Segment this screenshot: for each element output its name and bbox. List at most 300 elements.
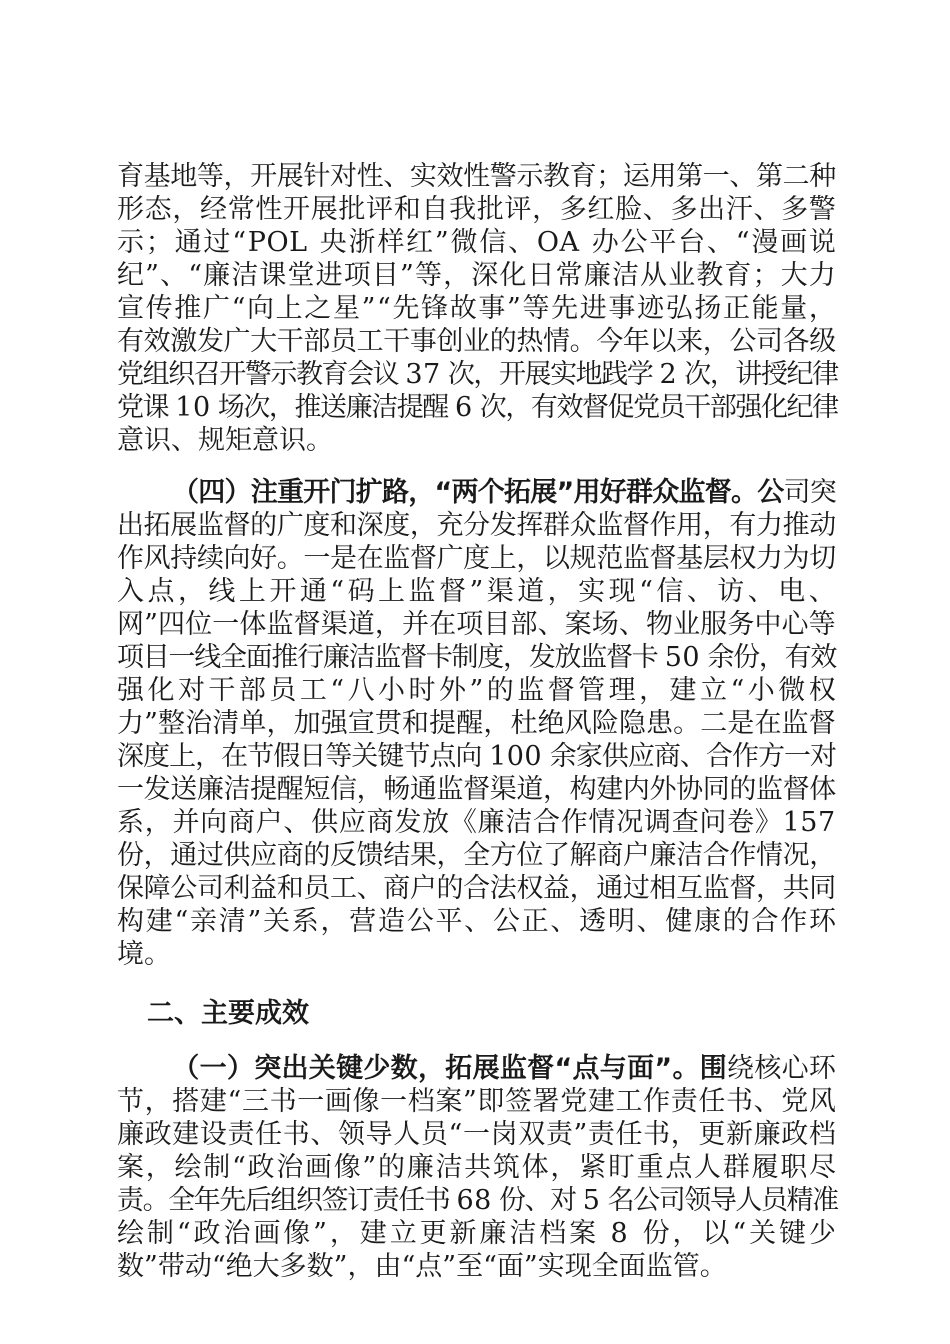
glyph-run: ， <box>329 1218 357 1249</box>
glyph-run: 信 <box>479 227 507 258</box>
glyph-run: 少 <box>808 1218 836 1249</box>
glyph-run: 课 <box>142 392 169 423</box>
glyph-run: 三 <box>241 1086 269 1117</box>
glyph-run: 拓 <box>445 1053 473 1084</box>
glyph-run: 、 <box>808 576 836 607</box>
glyph-run: 卷 <box>727 807 755 838</box>
paragraph-indent <box>117 1052 172 1085</box>
glyph-run: ） <box>224 477 251 508</box>
glyph-run: 点 <box>665 1152 693 1183</box>
glyph-run: 对 <box>177 675 205 706</box>
glyph-run: 督 <box>547 675 575 706</box>
glyph-run <box>600 1184 607 1217</box>
glyph-run <box>657 641 664 674</box>
glyph-run: 效 <box>143 326 171 357</box>
glyph-run: 地 <box>170 161 197 192</box>
glyph-run: 建 <box>359 1218 387 1249</box>
text-line <box>117 160 836 193</box>
glyph-run: 情 <box>543 326 570 357</box>
glyph-run: 。 <box>673 708 701 739</box>
glyph-run: 带 <box>157 1251 185 1282</box>
glyph-run: 2 <box>659 359 678 390</box>
glyph-run: 68 <box>456 1185 492 1216</box>
glyph-run: 、 <box>747 576 775 607</box>
glyph-run: “ <box>554 1053 573 1084</box>
glyph-run: 司 <box>783 477 810 508</box>
glyph-run: 效 <box>436 161 464 192</box>
glyph-run: 像 <box>283 1218 311 1249</box>
glyph-run: 督 <box>622 510 650 541</box>
glyph-run: 线 <box>208 576 236 607</box>
glyph-run: 践 <box>601 359 627 390</box>
glyph-run: 责 <box>117 1185 143 1216</box>
glyph-run: 台 <box>678 227 706 258</box>
glyph-run: 工 <box>356 326 384 357</box>
glyph-run: ； <box>596 161 623 192</box>
glyph-run: 人 <box>694 1152 722 1183</box>
glyph-run: ， <box>672 1218 700 1249</box>
glyph-run: 部 <box>709 392 736 423</box>
glyph-run: 运 <box>622 161 650 192</box>
glyph-run: 实 <box>550 359 576 390</box>
glyph-run: 我 <box>449 194 477 225</box>
glyph-run: ， <box>172 194 200 225</box>
glyph-run: 目 <box>483 609 511 640</box>
glyph-run: 行 <box>297 642 323 673</box>
glyph-run: 相 <box>649 873 677 904</box>
glyph-run: “ <box>231 1152 246 1183</box>
glyph-run: 化 <box>499 260 527 291</box>
glyph-run: 体 <box>239 609 267 640</box>
glyph-run: “ <box>730 675 745 706</box>
glyph-run: 督 <box>293 609 321 640</box>
glyph-run: 员 <box>330 326 357 357</box>
glyph-run: 权 <box>516 873 543 904</box>
glyph-run: 创 <box>436 326 464 357</box>
glyph-run: 环 <box>808 906 836 937</box>
glyph-run: 度 <box>143 741 170 772</box>
glyph-run: 的 <box>489 326 517 357</box>
glyph-run: 广 <box>202 293 230 324</box>
glyph-run: 访 <box>717 576 745 607</box>
glyph-run: ， <box>503 642 529 673</box>
glyph-run: 过 <box>203 227 231 258</box>
glyph-run: 法 <box>489 873 517 904</box>
glyph-run: 码 <box>347 576 375 607</box>
glyph-run: 上 <box>489 543 517 574</box>
glyph-run: 画 <box>304 1152 332 1183</box>
glyph-run: 督 <box>782 774 810 805</box>
glyph-run: 场 <box>217 392 244 423</box>
glyph-run: 患 <box>646 708 673 739</box>
glyph-run: 公 <box>406 906 434 937</box>
glyph-run <box>449 1184 456 1217</box>
glyph-run: 签 <box>505 1086 532 1117</box>
glyph-run: 警 <box>244 359 271 390</box>
glyph-run: 、 <box>171 425 198 456</box>
glyph-run: 余 <box>707 642 734 673</box>
glyph-run: 突 <box>809 477 836 508</box>
glyph-run: OA <box>536 227 580 258</box>
glyph-run: ； <box>145 227 173 258</box>
glyph-run: 领 <box>684 1185 710 1216</box>
glyph-run: 放 <box>422 807 450 838</box>
glyph-run: 用 <box>676 510 703 541</box>
glyph-run: 通 <box>170 840 197 871</box>
text-line <box>117 1085 836 1118</box>
glyph-run: 、 <box>642 194 670 225</box>
glyph-run: 开 <box>498 359 525 390</box>
glyph-run: 信 <box>656 576 684 607</box>
glyph-run: 关 <box>263 906 291 937</box>
glyph-run: 等 <box>325 741 352 772</box>
glyph-run: 议 <box>372 359 399 390</box>
glyph-run: 党 <box>781 1086 809 1117</box>
glyph-run: 公 <box>757 477 784 508</box>
glyph-run: 应 <box>250 840 277 871</box>
glyph-run: 督 <box>400 642 426 673</box>
glyph-run: 和 <box>393 194 421 225</box>
glyph-run <box>631 1217 640 1250</box>
glyph-run: 营 <box>349 906 377 937</box>
glyph-run: 公 <box>620 227 648 258</box>
glyph-run: 和 <box>402 708 430 739</box>
glyph-run: 治 <box>276 1152 304 1183</box>
glyph-run <box>481 740 489 773</box>
glyph-run: 有 <box>117 326 144 357</box>
glyph-run: 之 <box>304 293 332 324</box>
glyph-run: 提 <box>429 708 457 739</box>
glyph-run: 等 <box>522 293 550 324</box>
glyph-run: 信 <box>330 774 357 805</box>
glyph-run: ， <box>144 1086 172 1117</box>
glyph-run: ， <box>473 359 499 390</box>
glyph-run: 户 <box>409 873 437 904</box>
glyph-run: 育 <box>117 161 144 192</box>
glyph-run: 余 <box>549 741 576 772</box>
glyph-run: 协 <box>676 774 703 805</box>
glyph-run: 充 <box>436 510 464 541</box>
glyph-run: ， <box>145 1152 173 1183</box>
glyph-run: 政 <box>247 1152 275 1183</box>
glyph-run: 大 <box>780 260 808 291</box>
glyph-run: 险 <box>591 708 619 739</box>
glyph-run: 新 <box>726 1119 753 1150</box>
glyph-run: 共 <box>464 1152 492 1183</box>
glyph-run: 司 <box>196 873 224 904</box>
glyph-run: 现 <box>608 576 636 607</box>
glyph-run: 授 <box>760 359 787 390</box>
glyph-run: 识 <box>144 425 171 456</box>
glyph-run: 强 <box>735 392 761 423</box>
glyph-run: 出 <box>281 1053 309 1084</box>
glyph-run: 发 <box>196 326 224 357</box>
glyph-run: 廉 <box>477 807 505 838</box>
glyph-run: ， <box>417 1053 445 1084</box>
glyph-run: 画 <box>253 1218 281 1249</box>
glyph-run: 洁 <box>509 1218 537 1249</box>
text-column <box>117 160 836 1283</box>
glyph-run: 同 <box>702 774 730 805</box>
glyph-run: 放 <box>554 642 581 673</box>
glyph-run: 开 <box>269 576 297 607</box>
glyph-run: 实 <box>409 161 437 192</box>
glyph-run: 、 <box>383 161 410 192</box>
glyph-run: 范 <box>596 543 623 574</box>
glyph-run: 6 <box>454 392 473 423</box>
glyph-run: 馈 <box>356 840 384 871</box>
glyph-run: 办 <box>591 227 619 258</box>
glyph-run: 商 <box>596 840 623 871</box>
glyph-run: 多 <box>279 1251 307 1282</box>
glyph-run: 一 <box>168 642 195 673</box>
glyph-run: 过 <box>196 840 224 871</box>
glyph-run: 廉 <box>406 1152 434 1183</box>
glyph-run: 通 <box>299 576 327 607</box>
glyph-run: 心 <box>781 1053 809 1084</box>
glyph-run: 经 <box>200 194 228 225</box>
glyph-run: 持 <box>170 543 197 574</box>
glyph-run: 监 <box>781 708 809 739</box>
glyph-run: 整 <box>158 708 186 739</box>
glyph-run: ” <box>400 260 414 291</box>
glyph-run: 书 <box>282 1119 310 1150</box>
glyph-run: 围 <box>699 1053 727 1084</box>
glyph-run: 制 <box>451 642 478 673</box>
glyph-run: 8 <box>610 1218 629 1249</box>
glyph-run: 量 <box>780 293 808 324</box>
glyph-run: 洁 <box>348 642 375 673</box>
glyph-run: 风 <box>143 543 171 574</box>
glyph-run: 小 <box>747 675 775 706</box>
glyph-run: 强 <box>320 708 348 739</box>
glyph-run: 热 <box>516 326 543 357</box>
glyph-run: 洁 <box>611 260 639 291</box>
glyph-run <box>599 1217 608 1250</box>
glyph-run: 示 <box>270 359 296 390</box>
glyph-run: 示 <box>516 161 543 192</box>
glyph-run: 目 <box>142 642 169 673</box>
glyph-run: 发 <box>143 774 171 805</box>
glyph-run: 盯 <box>607 1152 635 1183</box>
glyph-run: 以 <box>702 1218 730 1249</box>
glyph-run: 书 <box>726 1086 753 1117</box>
text-line-with-heading <box>117 1052 836 1085</box>
glyph-run: 组 <box>142 359 169 390</box>
text-line <box>117 259 836 292</box>
glyph-run: 广 <box>436 543 464 574</box>
glyph-run: 提 <box>250 774 277 805</box>
glyph-run: 通 <box>409 774 437 805</box>
glyph-run: 任 <box>398 1185 424 1216</box>
glyph-run: 廉 <box>117 1119 144 1150</box>
glyph-run: 短 <box>303 774 330 805</box>
glyph-run: 监 <box>266 609 294 640</box>
paragraph-education <box>117 160 836 457</box>
glyph-run: 绝 <box>537 708 565 739</box>
glyph-run: 履 <box>751 1152 779 1183</box>
glyph-run: “ <box>211 1251 226 1282</box>
glyph-run: 。 <box>142 1185 169 1216</box>
glyph-run: 商 <box>653 741 680 772</box>
glyph-run: 准 <box>812 1185 838 1216</box>
glyph-run: 种 <box>809 161 836 192</box>
glyph-run: 了 <box>543 840 570 871</box>
glyph-run: 事 <box>608 293 636 324</box>
glyph-run: 用 <box>573 477 600 508</box>
glyph-run: 公 <box>170 873 197 904</box>
glyph-run: 风 <box>808 1086 836 1117</box>
glyph-run: 力 <box>117 708 144 739</box>
glyph-run: 对 <box>330 161 357 192</box>
glyph-run: 事 <box>478 293 506 324</box>
glyph-run: 通 <box>596 873 623 904</box>
glyph-run: 尽 <box>808 1152 836 1183</box>
glyph-run: 有 <box>729 510 756 541</box>
glyph-run: 广 <box>276 510 304 541</box>
glyph-run: 、 <box>283 807 311 838</box>
glyph-run: 合 <box>463 873 490 904</box>
glyph-run: 档 <box>407 1086 435 1117</box>
glyph-run: 情 <box>588 807 616 838</box>
text-line <box>117 773 836 806</box>
glyph-run: 激 <box>170 326 197 357</box>
glyph-run: 监 <box>517 675 545 706</box>
glyph-run: 假 <box>273 741 300 772</box>
glyph-run: ” <box>144 1251 158 1282</box>
glyph-run: 互 <box>676 873 703 904</box>
glyph-run: 向 <box>223 543 251 574</box>
glyph-run: 督 <box>409 543 437 574</box>
glyph-run: 、 <box>706 227 734 258</box>
glyph-run: 。 <box>276 543 304 574</box>
glyph-run: 、 <box>753 1086 781 1117</box>
glyph-run: 建 <box>172 1119 200 1150</box>
glyph-run: 力 <box>756 543 783 574</box>
glyph-run: 脸 <box>615 194 643 225</box>
glyph-run: 实 <box>537 1251 565 1282</box>
glyph-run: 道 <box>347 609 375 640</box>
glyph-run: 出 <box>698 194 726 225</box>
glyph-run: 化 <box>147 675 175 706</box>
glyph-run: 外 <box>649 774 677 805</box>
text-line <box>117 391 836 424</box>
glyph-run: 双 <box>518 1119 546 1150</box>
glyph-run: 查 <box>671 807 699 838</box>
glyph-run: 作 <box>649 510 677 541</box>
glyph-run: ” <box>462 1086 477 1117</box>
glyph-run: 保 <box>117 873 144 904</box>
glyph-run: 键 <box>778 1218 806 1249</box>
section-heading-block <box>117 997 836 1030</box>
glyph-run: 是 <box>727 708 755 739</box>
glyph-run: 级 <box>809 326 836 357</box>
glyph-run: 果 <box>409 840 437 871</box>
glyph-run: 数 <box>306 1251 334 1282</box>
text-line <box>117 674 836 707</box>
glyph-run: 贯 <box>374 708 402 739</box>
glyph-run: 案 <box>435 1086 463 1117</box>
glyph-run: 档 <box>539 1218 567 1249</box>
glyph-run: 道 <box>516 774 543 805</box>
glyph-run: ； <box>752 260 780 291</box>
glyph-run: 日 <box>527 260 555 291</box>
glyph-run: 一 <box>117 774 144 805</box>
glyph-run: ” <box>144 708 158 739</box>
glyph-run: 责 <box>587 1119 615 1150</box>
glyph-run: 堂 <box>287 260 315 291</box>
glyph-run: 绘 <box>174 1152 202 1183</box>
glyph-run: 项 <box>343 260 371 291</box>
glyph-run: 设 <box>199 1119 227 1150</box>
glyph-run: 洁 <box>371 392 397 423</box>
glyph-run: ” <box>313 1218 327 1249</box>
glyph-run: 的 <box>486 675 514 706</box>
glyph-run <box>168 391 175 424</box>
glyph-run: 况 <box>616 807 644 838</box>
glyph-run: 一 <box>462 1119 490 1150</box>
glyph-run: 弘 <box>665 293 693 324</box>
glyph-run: 应 <box>627 741 654 772</box>
glyph-run: 廉 <box>203 260 231 291</box>
glyph-run: 公 <box>633 1185 659 1216</box>
glyph-run: 展 <box>310 194 338 225</box>
glyph-run <box>309 226 318 259</box>
glyph-run: 层 <box>702 543 730 574</box>
glyph-run: 是 <box>330 543 357 574</box>
glyph-run: ， <box>144 807 172 838</box>
glyph-run: 拓 <box>143 510 171 541</box>
glyph-run: 度 <box>463 543 490 574</box>
glyph-run: 正 <box>722 293 750 324</box>
glyph-run: 洁 <box>231 260 259 291</box>
glyph-run: 督 <box>605 642 632 673</box>
glyph-run: 大 <box>250 326 277 357</box>
glyph-run: 干 <box>208 675 236 706</box>
glyph-run: 开 <box>219 359 245 390</box>
glyph-run: 督 <box>438 576 466 607</box>
text-line <box>117 806 836 839</box>
glyph-run: 点 <box>415 1251 443 1282</box>
glyph-run: ， <box>320 906 348 937</box>
glyph-run: 部 <box>303 326 330 357</box>
glyph-run: 立 <box>700 675 727 706</box>
glyph-run: 年 <box>622 326 650 357</box>
glyph-run: 份 <box>117 840 144 871</box>
glyph-run: 员 <box>760 1185 787 1216</box>
glyph-run: 常 <box>227 194 255 225</box>
glyph-run: 重 <box>277 477 304 508</box>
glyph-run: 绕 <box>727 1053 755 1084</box>
glyph-run: “ <box>377 293 391 324</box>
paragraph-indent <box>117 476 172 509</box>
glyph-run: 清 <box>212 708 240 739</box>
glyph-run: ， <box>483 708 511 739</box>
glyph-run: 一 <box>380 1086 408 1117</box>
glyph-run: ， <box>436 840 464 871</box>
glyph-run: ” <box>469 675 484 706</box>
glyph-run: 出 <box>117 510 144 541</box>
glyph-run: 意 <box>117 425 144 456</box>
glyph-run: 的 <box>436 873 464 904</box>
glyph-run: 中 <box>754 609 782 640</box>
glyph-run: 洁 <box>223 774 251 805</box>
glyph-run: 向 <box>247 293 275 324</box>
glyph-run: 宣 <box>117 293 144 324</box>
glyph-run: ， <box>758 642 785 673</box>
glyph-run: 效 <box>810 642 837 673</box>
glyph-run: ” <box>507 293 521 324</box>
